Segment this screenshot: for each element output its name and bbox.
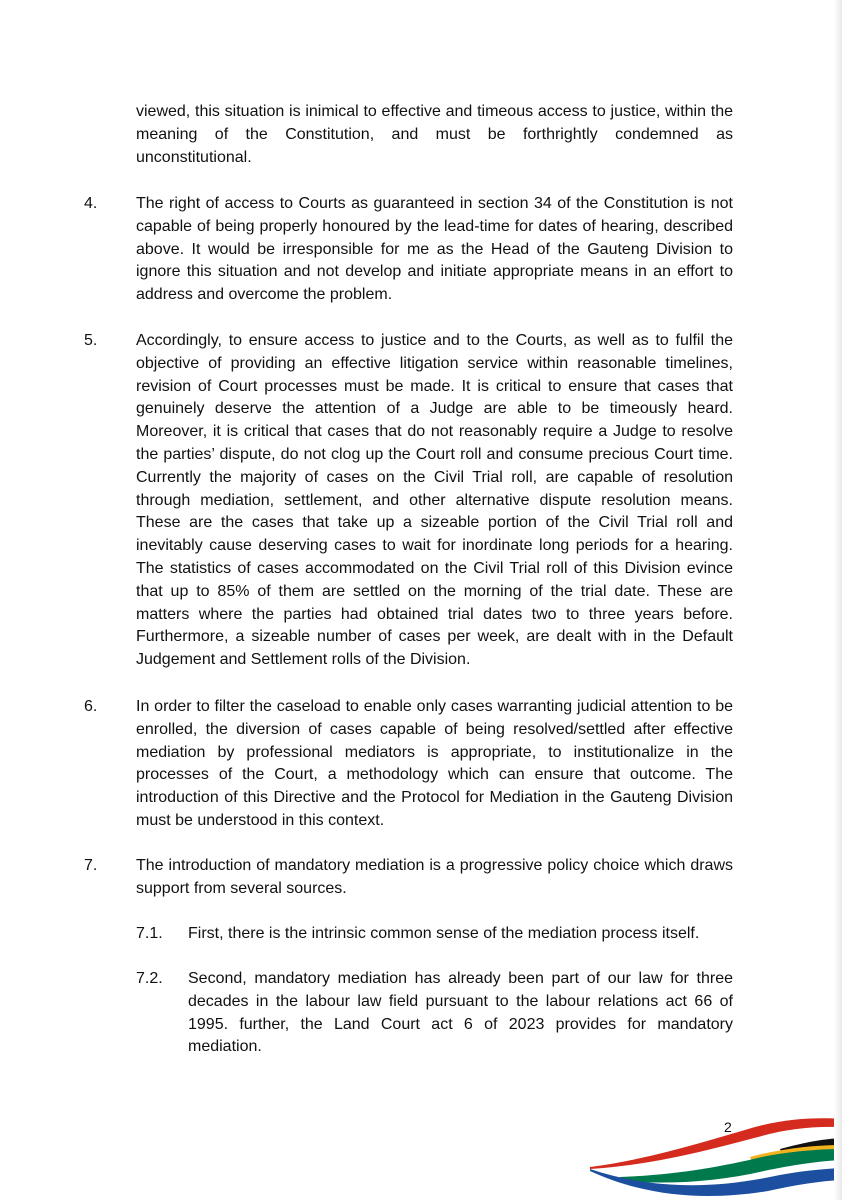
page-number: 2 bbox=[724, 1119, 732, 1135]
paragraph-4-text: The right of access to Courts as guaranteed in section 34 of the Constitution is not capable of being properly honoured by the lead-time for dates of hearing, described above. It would be irresponsible for me as the Head of the Gauteng Division to ignore this situation and not develop and initiate appropriate means in an effort to address and overcome the problem. bbox=[136, 195, 733, 304]
paragraph-7-text: The introduction of mandatory mediation is a progressive policy choice which draws support from several sources. bbox=[136, 857, 733, 897]
paragraph-6-text: In order to filter the caseload to enable only cases warranting judicial attention to be enrolled, the diversion of cases capable of being resolved/settled after effective mediation by professional mediators is appropriate, to institutionalize in the processes of the Court, a methodology which can ensure that outcome. The introduction of this Directive and the Protocol for Mediation in the Gauteng Division must be understood in this context. bbox=[136, 698, 733, 829]
subparagraph-7-1-text: First, there is the intrinsic common sense of the mediation process itself. bbox=[188, 925, 700, 942]
subparagraph-7-2-text: Second, mandatory mediation has already been part of our law for three decades in the labour law field pursuant to the labour relations act 66 of 1995. further, the Land Court act 6 of 2023 provides for mandatory mediation. bbox=[188, 970, 733, 1056]
paragraph-6-number: 6. bbox=[84, 698, 98, 715]
continuation-paragraph: viewed, this situation is inimical to effective and timeous access to justice, within the meaning of the Constitution, and must be forthrightly condemned as unconstitutional. bbox=[136, 103, 733, 166]
subparagraph-7-1-number: 7.1. bbox=[136, 925, 163, 942]
paragraph-5-number: 5. bbox=[84, 332, 98, 349]
page-edge-shadow bbox=[834, 0, 842, 1200]
paragraph-4-number: 4. bbox=[84, 195, 98, 212]
paragraph-5-text: Accordingly, to ensure access to justice and to the Courts, as well as to fulfil the objective of providing an effective litigation service within reasonable timelines, revision of Court processes must be made. It is critical to ensure that cases that genuinely deserve the attention of a Judge are able to be timeously heard. Moreover, it is critical that cases that do not reasonably require a Judge to resolve the parties’ dispute, do not clog up the Court roll and consume precious Court time. Currently the majority of cases on the Civil Trial roll, are capable of resolution through mediation, settlement, and other alternative dispute resolution means. These are the cases that take up a sizeable portion of the Civil Trial roll and inevitably cause deserving cases to wait for inordinate long periods for a hearing. The statistics of cases accommodated on the Civil Trial roll of this Division evince that up to 85% of them are settled on the morning of the trial date. These are matters where the parties had obtained trial dates two to three years before. Furthermore, a sizeable number of cases per week, are dealt with in the Default Judgement and Settlement rolls of the Division. bbox=[136, 332, 733, 669]
subparagraph-7-2-number: 7.2. bbox=[136, 970, 163, 987]
paragraph-7-number: 7. bbox=[84, 857, 98, 874]
flag-swoosh-graphic bbox=[580, 1105, 842, 1200]
